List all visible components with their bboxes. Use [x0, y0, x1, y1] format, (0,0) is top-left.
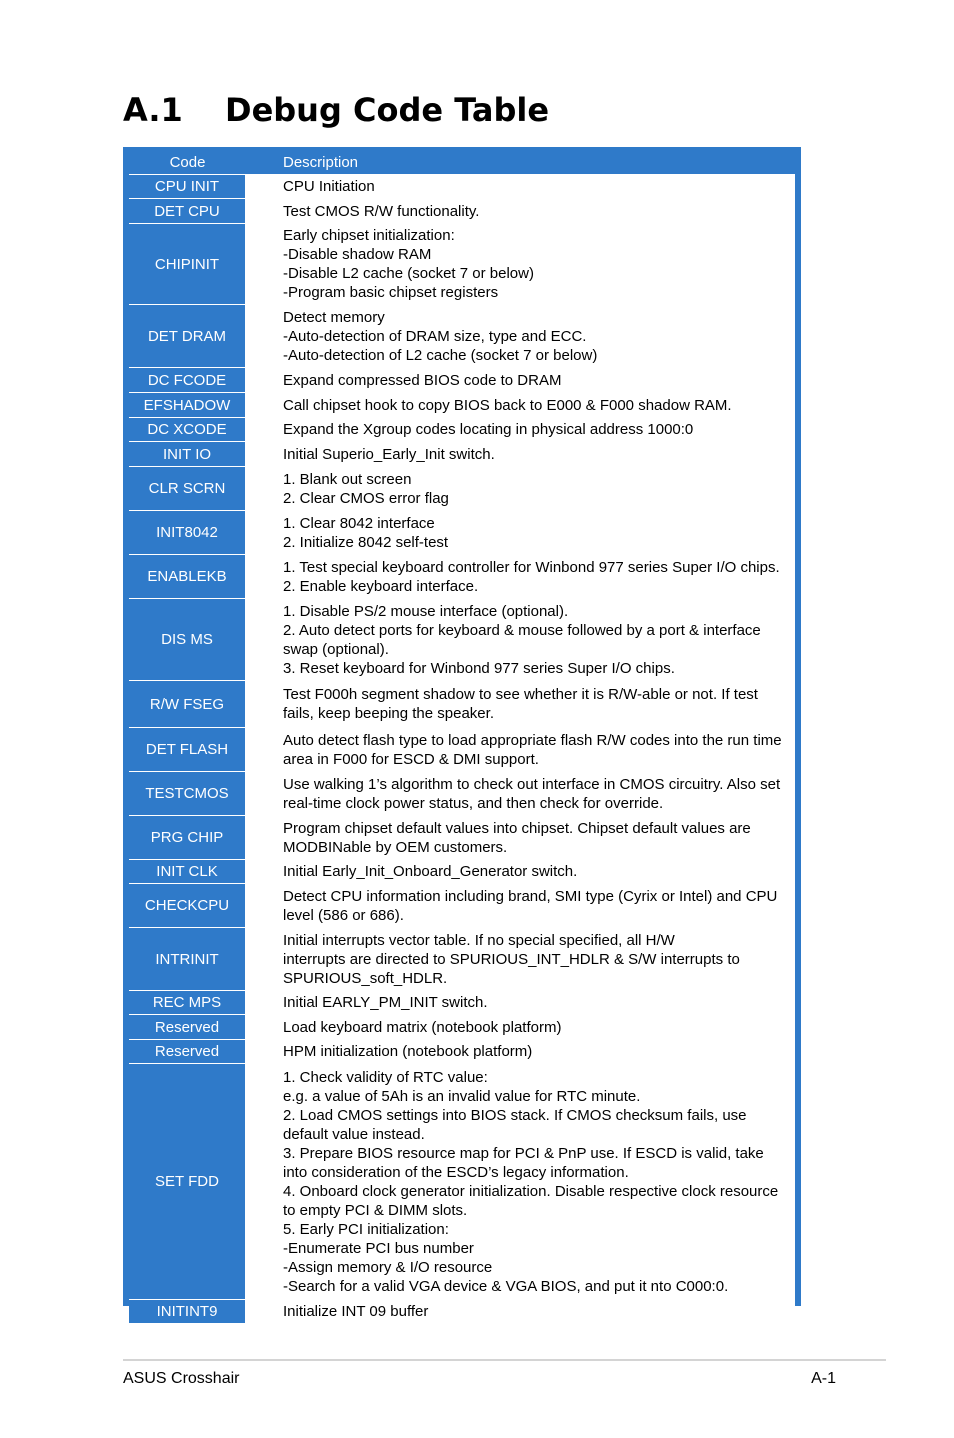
table-body	[129, 174, 795, 1323]
section-title: Debug Code Table	[225, 91, 550, 129]
debug-code-cell: Reserved	[129, 1040, 246, 1063]
table-row	[129, 367, 795, 392]
description-cell: Expand compressed BIOS code to DRAM	[246, 368, 795, 392]
description-cell: Initial EARLY_PM_INIT switch.	[246, 991, 795, 1014]
table-header	[129, 151, 795, 174]
table-row	[129, 441, 795, 466]
debug-code-table	[123, 147, 801, 1320]
table-row	[129, 417, 795, 441]
description-cell: Program chipset default values into chipset. Chipset default values are MODBINable by OEM customers.	[246, 816, 795, 859]
table-row	[129, 1039, 795, 1063]
debug-code-cell: CPU INIT	[129, 175, 246, 198]
table-row	[129, 174, 795, 198]
table-row	[129, 1014, 795, 1039]
section-number: A.1	[123, 91, 183, 129]
description-cell: Initialize INT 09 buffer	[246, 1300, 795, 1323]
table-row	[129, 680, 795, 727]
description-cell: Test CMOS R/W functionality.	[246, 199, 795, 223]
description-cell: 1. Blank out screen 2. Clear CMOS error flag	[246, 467, 795, 510]
table-row	[129, 927, 795, 990]
description-cell: Expand the Xgroup codes locating in physical address 1000:0	[246, 418, 795, 441]
debug-code-cell: EFSHADOW	[129, 393, 246, 417]
debug-code-cell: INIT IO	[129, 442, 246, 466]
debug-code-cell: PRG CHIP	[129, 816, 246, 859]
table-row	[129, 223, 795, 304]
table-row	[129, 883, 795, 927]
debug-code-cell: Reserved	[129, 1015, 246, 1039]
description-cell: Call chipset hook to copy BIOS back to E000 & F000 shadow RAM.	[246, 393, 795, 417]
header-code: Code	[169, 154, 206, 171]
footer-product-name: ASUS Crosshair	[123, 1370, 240, 1387]
table-row	[129, 304, 795, 367]
description-cell: 1. Disable PS/2 mouse interface (optional). 2. Auto detect ports for keyboard & mouse followed by a port & interface swap (optional). 3. Reset keyboard for Winbond 977 series Super I/O chips.	[246, 599, 795, 680]
footer-divider	[123, 1359, 886, 1361]
description-cell: 1. Clear 8042 interface 2. Initialize 8042 self-test	[246, 511, 795, 554]
description-cell: Detect CPU information including brand, SMI type (Cyrix or Intel) and CPU level (586 or 686).	[246, 884, 795, 927]
page-heading	[123, 88, 549, 132]
description-cell: Load keyboard matrix (notebook platform)	[246, 1015, 795, 1039]
debug-code-cell: DC XCODE	[129, 418, 246, 441]
table-row	[129, 392, 795, 417]
debug-code-cell: TESTCMOS	[129, 772, 246, 815]
description-cell: Use walking 1’s algorithm to check out interface in CMOS circuitry. Also set real-time clock power status, and then check for override.	[246, 772, 795, 815]
debug-code-cell: DET CPU	[129, 199, 246, 223]
table-row	[129, 510, 795, 554]
debug-code-cell: DC FCODE	[129, 368, 246, 392]
debug-code-cell: REC MPS	[129, 991, 246, 1014]
description-cell: Auto detect flash type to load appropriate flash R/W codes into the run time area in F000 for ESCD & DMI support.	[246, 728, 795, 771]
table-row	[129, 198, 795, 223]
table-row	[129, 466, 795, 510]
table-row	[129, 771, 795, 815]
debug-code-cell: CHIPINIT	[129, 224, 246, 304]
table-row	[129, 598, 795, 680]
table-row	[129, 859, 795, 883]
debug-code-cell: DET FLASH	[129, 728, 246, 771]
description-cell: Initial interrupts vector table. If no special specified, all H/W interrupts are directed to SPURIOUS_INT_HDLR & S/W interrupts to SPURIOUS_soft_HDLR.	[246, 928, 795, 990]
description-cell: Detect memory -Auto-detection of DRAM size, type and ECC. -Auto-detection of L2 cache (socket 7 or below)	[246, 305, 795, 367]
table-row	[129, 990, 795, 1014]
description-cell: Initial Superio_Early_Init switch.	[246, 442, 795, 466]
debug-code-cell: DET DRAM	[129, 305, 246, 367]
description-cell: 1. Test special keyboard controller for Winbond 977 series Super I/O chips. 2. Enable keyboard interface.	[246, 555, 795, 598]
debug-code-cell: ENABLEKB	[129, 555, 246, 598]
table-row	[129, 554, 795, 598]
footer-page-number: A-1	[811, 1370, 836, 1387]
table-row	[129, 815, 795, 859]
debug-code-cell: SET FDD	[129, 1064, 246, 1299]
description-cell: HPM initialization (notebook platform)	[246, 1040, 795, 1063]
debug-code-cell: INIT8042	[129, 511, 246, 554]
description-cell: Test F000h segment shadow to see whether it is R/W-able or not. If test fails, keep beeping the speaker.	[246, 681, 795, 727]
header-description: Description	[283, 154, 359, 171]
table-row	[129, 727, 795, 771]
description-cell: 1. Check validity of RTC value: e.g. a value of 5Ah is an invalid value for RTC minute. 2. Load CMOS settings into BIOS stack. If CMOS checksum fails, use default value instead. 3. Prepare BIOS resource map for PCI & PnP use. If ESCD is valid, take into consideration of the ESCD’s legacy information. 4. Onboard clock generator initialization. Disable respective clock resource to empty PCI & DIMM slots. 5. Early PCI initialization: -Enumerate PCI bus number -Assign memory & I/O resource -Search for a valid VGA device & VGA BIOS, and put it nto C000:0.	[246, 1064, 795, 1299]
debug-code-cell: DIS MS	[129, 599, 246, 680]
debug-code-cell: CHECKCPU	[129, 884, 246, 927]
debug-code-cell: INITINT9	[129, 1300, 246, 1323]
debug-code-cell: INIT CLK	[129, 860, 246, 883]
description-cell: CPU Initiation	[246, 175, 795, 198]
debug-code-cell: INTRINIT	[129, 928, 246, 990]
description-cell: Early chipset initialization: -Disable shadow RAM -Disable L2 cache (socket 7 or below) -Program basic chipset registers	[246, 224, 795, 304]
table-row	[129, 1063, 795, 1299]
description-cell: Initial Early_Init_Onboard_Generator switch.	[246, 860, 795, 883]
debug-code-cell: R/W FSEG	[129, 681, 246, 727]
table-row	[129, 1299, 795, 1323]
debug-code-cell: CLR SCRN	[129, 467, 246, 510]
